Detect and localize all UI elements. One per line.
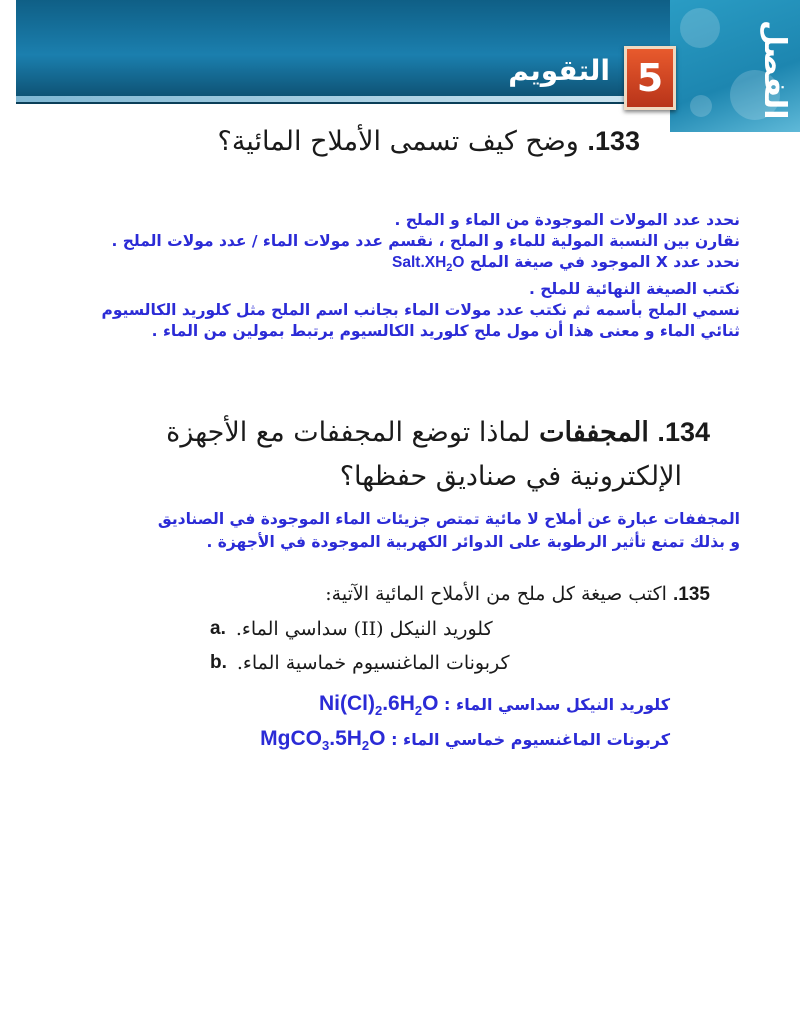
molecule-decoration <box>680 8 720 48</box>
question-term: المجففات <box>539 417 649 448</box>
question-text: وضح كيف تسمى الأملاح المائية؟ <box>217 126 579 157</box>
question-135 <box>210 577 710 680</box>
answer-line: نسمي الملح بأسمه ثم نكتب عدد مولات الماء بجانب اسم الملح مثل كلوريد الكالسيوم <box>101 301 740 320</box>
answer-134 <box>120 508 740 554</box>
answer-line <box>200 725 670 760</box>
nickel-chloride-formula: $Ni(Cl)_2.6H_2O$ <box>318 692 439 719</box>
choice-letter: a. <box>210 618 226 639</box>
question-number: 133. <box>587 126 640 156</box>
answer-label: كلوريد النيكل سداسي الماء : <box>438 695 670 714</box>
answer-line-text: نحدد عدد X الموجود في صيغة الملح <box>464 253 740 271</box>
answer-line: نكتب الصيغة النهائية للملح . <box>528 280 740 299</box>
chapter-side-label: الفصل <box>757 20 792 120</box>
answer-135 <box>200 690 670 760</box>
magnesium-carbonate-formula: $MgCO_3.5H_2O$ <box>260 727 386 754</box>
answer-line <box>200 690 670 725</box>
header-shine-strip <box>16 96 696 102</box>
question-text: الإلكترونية في صناديق حفظها؟ <box>339 461 682 492</box>
answer-line: نحدد عدد المولات الموجودة من الماء و الملح . <box>394 211 740 229</box>
choice-letter: b. <box>210 652 227 673</box>
answer-line: المجففات عبارة عن أملاح لا مائية تمتص جزيئات الماء الموجودة في الصناديق <box>157 510 740 528</box>
question-number: 134. <box>657 417 710 447</box>
question-text: اكتب صيغة كل ملح من الأملاح المائية الآتية: <box>325 583 667 605</box>
question-line <box>210 577 710 612</box>
answer-line: نقارن بين النسبة المولية للماء و الملح ، نقسم عدد مولات الماء / عدد مولات الملح . <box>111 232 740 250</box>
question-text: لماذا توضع المجففات مع الأجهزة <box>166 417 531 448</box>
choice-b <box>210 646 710 680</box>
choice-text: كربونات الماغنسيوم خماسية الماء. <box>236 652 510 674</box>
section-title: التقويم <box>508 54 610 87</box>
answer-line: و بذلك تمنع تأثير الرطوبة على الدوائر الكهربية الموجودة في الأجهزة . <box>206 533 740 551</box>
salt-hydrate-formula: $Salt.XH_2O$ <box>392 254 465 275</box>
question-134 <box>150 410 710 499</box>
answer-133 <box>80 210 740 342</box>
choice-text: كلوريد النيكل (II) سداسي الماء. <box>235 618 493 640</box>
chapter-number-badge: 5 <box>624 46 676 110</box>
choice-a <box>210 612 710 646</box>
answer-line <box>80 252 740 279</box>
question-133 <box>200 126 640 157</box>
question-line <box>150 410 710 455</box>
chapter-side-panel <box>670 0 800 132</box>
answer-line: ثنائي الماء و معنى هذا أن مول ملح كلوريد الكالسيوم يرتبط بمولين من الماء . <box>151 322 740 341</box>
question-number: 135. <box>673 584 710 605</box>
molecule-decoration <box>690 95 712 117</box>
answer-label: كربونات الماغنسيوم خماسي الماء : <box>385 730 670 750</box>
